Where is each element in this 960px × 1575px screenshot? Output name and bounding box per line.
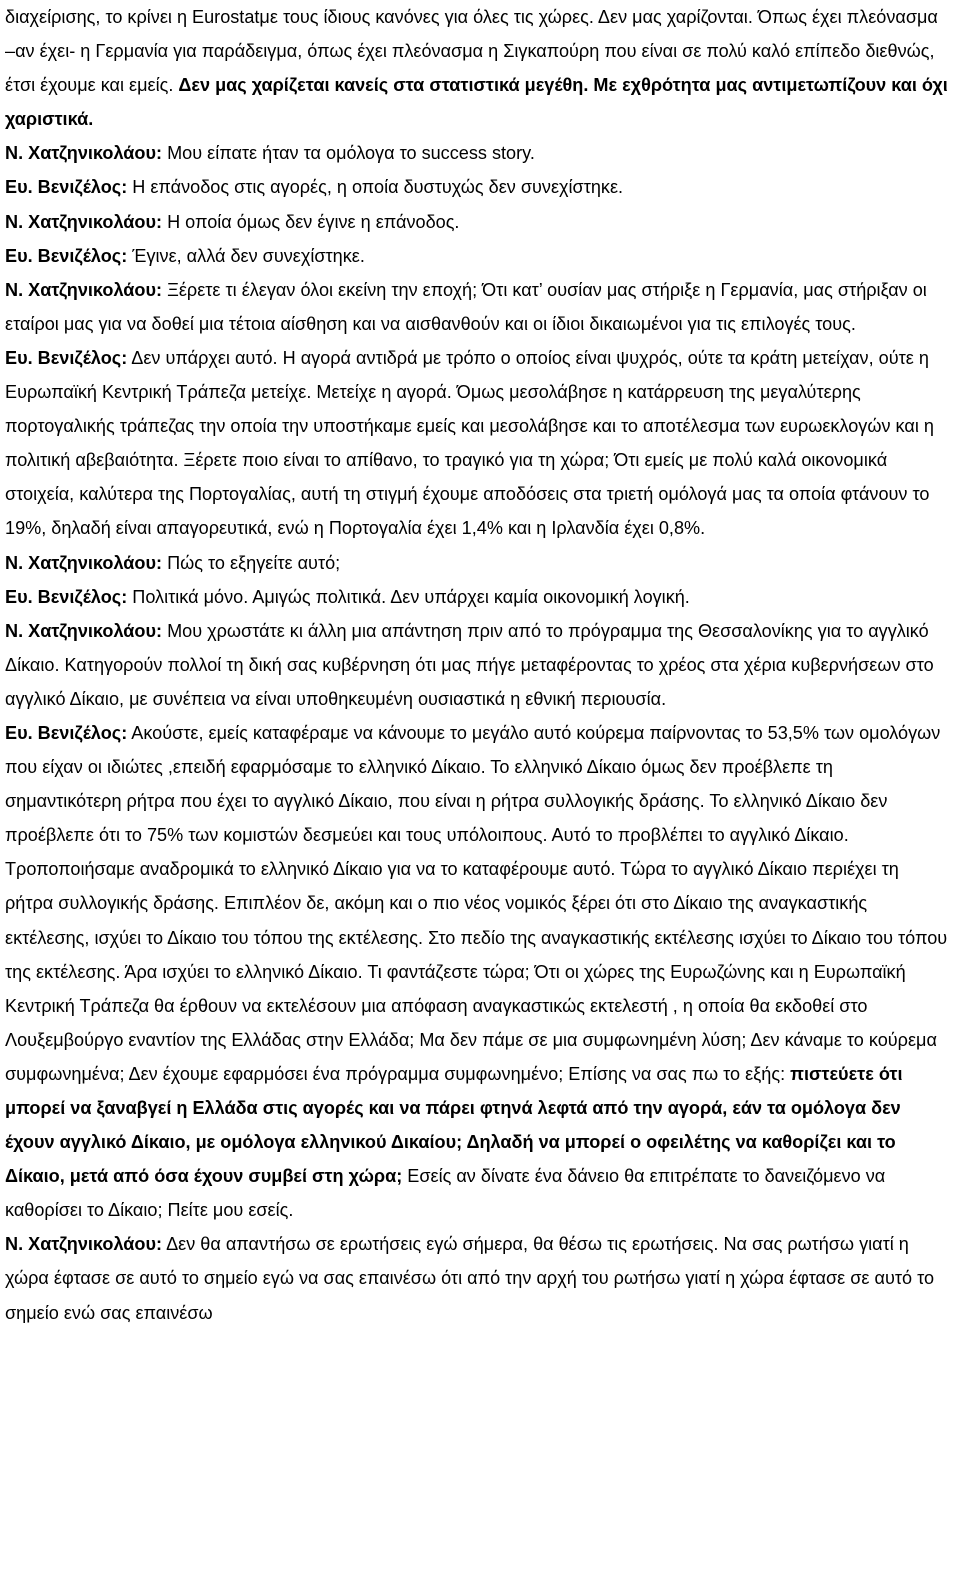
speaker-label: Ευ. Βενιζέλος: bbox=[5, 245, 128, 266]
paragraph bbox=[5, 136, 952, 170]
paragraph bbox=[5, 0, 952, 136]
paragraph bbox=[5, 1227, 952, 1329]
paragraph-text: Ακούστε, εμείς καταφέραμε να κάνουμε το μεγάλο αυτό κούρεμα παίρνοντας το 53,5% των ομολόγων που είχαν οι ιδιώτες ,επειδή εφαρμόσαμε το ελληνικό Δίκαιο. Το ελληνικό Δίκαιο όμως δεν προέβλεπε τη σημαντικότερη ρήτρα που έχει το αγγλικό Δίκαιο, που είναι η ρήτρα συλλογικής δράσης. Το ελληνικό Δίκαιο δεν προέβλεπε ότι το 75% των κομιστών δεσμεύει και τους υπόλοιπους. Αυτό το προβλέπει το αγγλικό Δίκαιο. Τροποποιήσαμε αναδρομικά το ελληνικό Δίκαιο για να το καταφέρουμε αυτό. Τώρα το αγγλικό Δίκαιο περιέχει τη ρήτρα συλλογικής δράσης. Επιπλέον δε, ακόμη και ο πιο νέος νομικός ξέρει ότι στο Δίκαιο της αναγκαστικής εκτέλεσης, ισχύει το Δίκαιο του τόπου της εκτέλεσης. Στο πεδίο της αναγκαστικής εκτέλεσης ισχύει το Δίκαιο του τόπου της εκτέλεσης. Άρα ισχύει το ελληνικό Δίκαιο. Τι φαντάζεστε τώρα; Ότι οι χώρες της Ευρωζώνης και η Ευρωπαϊκή Κεντρική Τράπεζα θα έρθουν να εκτελέσουν μια απόφαση αναγκαστικώς εκτελεστή , η οποία θα εκδοθεί στο Λουξεμβούργο εναντίον της Ελλάδας στην Ελλάδα; Μα δεν πάμε σε μια συμφωνημένη λύση; Δεν κάναμε το κούρεμα συμφωνημένα; Δεν έχουμε εφαρμόσει ένα πρόγραμμα συμφωνημένο; Επίσης να σας πω το εξής: bbox=[5, 722, 948, 1084]
paragraph bbox=[5, 273, 952, 341]
paragraph-text: Η οποία όμως δεν έγινε η επάνοδος. bbox=[162, 211, 460, 232]
speaker-label: Ν. Χατζηνικολάου: bbox=[5, 143, 163, 164]
paragraph-text: Εσείς αν δίνατε ένα δάνειο θα επιτρέπατε το δανειζόμενο να καθορίσει το Δίκαιο; Πείτε μου εσείς. bbox=[5, 1166, 886, 1221]
emphasis-text: Δεν μας χαρίζεται κανείς στα στατιστικά μεγέθη. Με εχθρότητα μας αντιμετωπίζουν και όχι χαριστικά. bbox=[5, 75, 948, 130]
paragraph-text: Μου χρωστάτε κι άλλη μια απάντηση πριν από το πρόγραμμα της Θεσσαλονίκης για το αγγλικό Δίκαιο. Κατηγορούν πολλοί τη δική σας κυβέρνηση ότι μας πήγε μεταφέροντας το χρέος στα χέρια κυβερνήσεων στο αγγλικό Δίκαιο, με συνέπεια να είναι υποθηκευμένη ουσιαστικά η εθνική περιουσία. bbox=[5, 620, 934, 709]
paragraph bbox=[5, 341, 952, 546]
speaker-label: Ευ. Βενιζέλος: bbox=[5, 586, 128, 607]
speaker-label: Ν. Χατζηνικολάου: bbox=[5, 211, 163, 232]
paragraph-text: Έγινε, αλλά δεν συνεχίστηκε. bbox=[127, 245, 365, 266]
emphasis-text: πιστεύετε ότι μπορεί να ξαναβγεί η Ελλάδα στις αγορές και να πάρει φτηνά λεφτά από την αγορά, εάν τα ομόλογα δεν έχουν αγγλικό Δίκαιο, με ομόλογα ελληνικού Δικαίου; Δηλαδή να μπορεί ο οφειλέτης να καθορίζει και το Δίκαιο, μετά από όσα έχουν συμβεί στη χώρα; bbox=[5, 1063, 903, 1187]
paragraph-text: Ξέρετε τι έλεγαν όλοι εκείνη την εποχή; Ότι κατ’ ουσίαν μας στήριξε η Γερμανία, μας στήριξαν οι εταίροι μας για να δοθεί μια τέτοια αίσθηση και να αισθανθούν και οι ίδιοι δικαιωμένοι για τις επιλογές τους. bbox=[5, 279, 927, 334]
paragraph-text: Μου είπατε ήταν τα ομόλογα το success story. bbox=[162, 143, 535, 164]
paragraph-text: Η επάνοδος στις αγορές, η οποία δυστυχώς δεν συνεχίστηκε. bbox=[127, 177, 624, 198]
paragraph bbox=[5, 546, 952, 580]
speaker-label: Ν. Χατζηνικολάου: bbox=[5, 620, 163, 641]
paragraph bbox=[5, 170, 952, 204]
paragraph bbox=[5, 716, 952, 1227]
speaker-label: Ευ. Βενιζέλος: bbox=[5, 347, 128, 368]
speaker-label: Ευ. Βενιζέλος: bbox=[5, 722, 128, 743]
paragraph-text: διαχείρισης, το κρίνει η Eurostatμε τους ίδιους κανόνες για όλες τις χώρες. Δεν μας χαρίζονται. Όπως έχει πλεόνασμα –αν έχει- η Γερμανία για παράδειγμα, όπως έχει πλεόνασμα η Σιγκαπούρη που είναι σε πολύ καλό επίπεδο διεθνώς, έτσι έχουμε και εμείς. bbox=[5, 7, 938, 96]
paragraph-text: Πώς το εξηγείτε αυτό; bbox=[162, 552, 341, 573]
speaker-label: Ν. Χατζηνικολάου: bbox=[5, 552, 163, 573]
paragraph bbox=[5, 614, 952, 716]
paragraph bbox=[5, 580, 952, 614]
paragraph bbox=[5, 205, 952, 239]
speaker-label: Ευ. Βενιζέλος: bbox=[5, 177, 128, 198]
speaker-label: Ν. Χατζηνικολάου: bbox=[5, 279, 163, 300]
speaker-label: Ν. Χατζηνικολάου: bbox=[5, 1234, 163, 1255]
paragraph-text: Πολιτικά μόνο. Αμιγώς πολιτικά. Δεν υπάρχει καμία οικονομική λογική. bbox=[127, 586, 690, 607]
paragraph bbox=[5, 239, 952, 273]
paragraph-text: Δεν υπάρχει αυτό. Η αγορά αντιδρά με τρόπο ο οποίος είναι ψυχρός, ούτε τα κράτη μετείχαν, ούτε η Ευρωπαϊκή Κεντρική Τράπεζα μετείχε. Μετείχε η αγορά. Όμως μεσολάβησε η κατάρρευση της μεγαλύτερης πορτογαλικής τράπεζας την οποία την υποστήκαμε εμείς και μεσολάβησε και το αποτέλεσμα των ευρωεκλογών και η πολιτική αβεβαιότητα. Ξέρετε ποιο είναι το απίθανο, το τραγικό για τη χώρα; Ότι εμείς με πολύ καλά οικονομικά στοιχεία, καλύτερα της Πορτογαλίας, αυτή τη στιγμή έχουμε αποδόσεις στα τριετή ομόλογά μας τα οποία φτάνουν το 19%, δηλαδή είναι απαγορευτικά, ενώ η Πορτογαλία έχει 1,4% και η Ιρλανδία έχει 0,8%. bbox=[5, 347, 934, 539]
paragraph-text: Δεν θα απαντήσω σε ερωτήσεις εγώ σήμερα, θα θέσω τις ερωτήσεις. Να σας ρωτήσω γιατί η χώρα έφτασε σε αυτό το σημείο εγώ να σας επαινέσω ότι από την αρχή του ρωτήσω γιατί η χώρα έφτασε σε αυτό το σημείο ενώ σας επαινέσω bbox=[5, 1234, 935, 1323]
